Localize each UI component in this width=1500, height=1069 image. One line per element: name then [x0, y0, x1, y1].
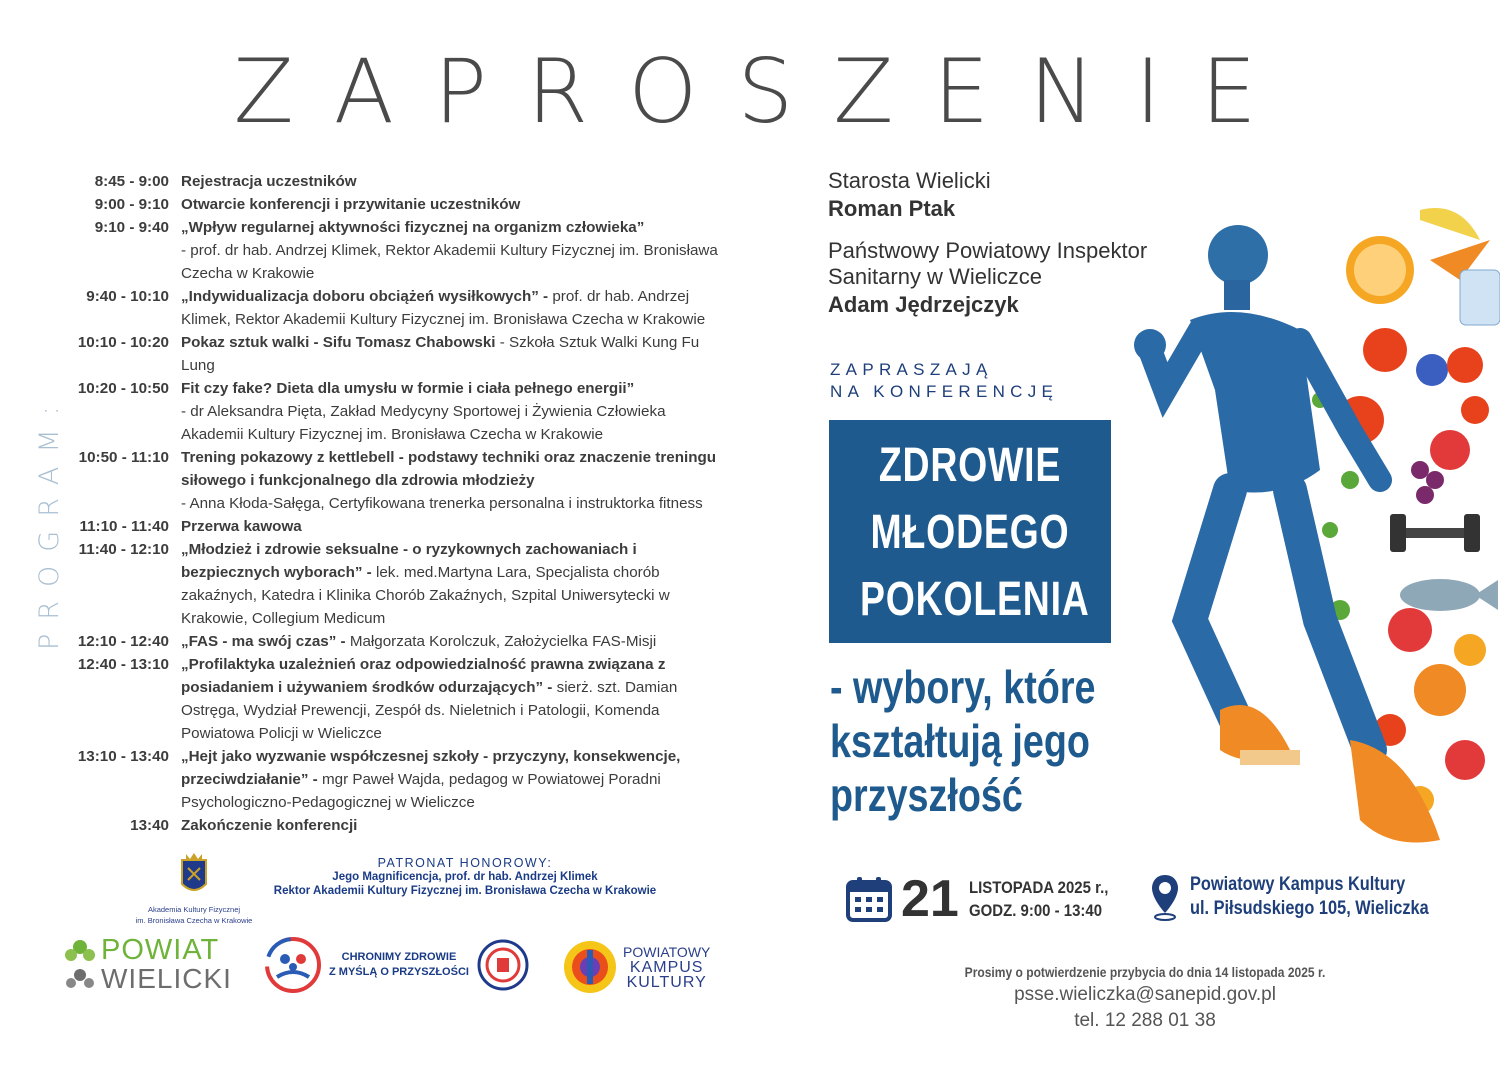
program-item: [76, 653, 726, 745]
chronimy-zdrowie-logo: [265, 937, 529, 993]
kampus-line1: POWIATOWY: [623, 943, 711, 960]
program-item: [76, 630, 726, 653]
program-time: 8:45 - 9:00: [94, 173, 169, 190]
program-speaker: - prof. dr hab. Andrzej Klimek, Rektor Akademii Kultury Fizycznej im. Bronisława Czecha w Krakowie: [181, 242, 718, 282]
powiat-text: POWIAT: [101, 933, 220, 966]
program-time: 13:40: [130, 817, 169, 834]
conference-subtitle-line2: kształtują jego: [830, 715, 1090, 767]
conference-title-line1: ZDROWIE: [878, 439, 1062, 492]
contact-email: psse.wieliczka@sanepid.gov.pl: [1014, 984, 1276, 1005]
chronimy-line1: CHRONIMY ZDROWIE: [341, 951, 457, 963]
akf-name-line1: Akademia Kultury Fizycznej: [147, 905, 241, 914]
chronimy-line2: Z MYŚLĄ O PRZYSZŁOŚCI: [329, 966, 469, 978]
program-title: „FAS - ma swój czas” -: [181, 633, 346, 650]
program-time: 10:50 - 11:10: [78, 449, 169, 466]
conference-subtitle-line1: - wybory, które: [830, 661, 1096, 713]
sanepid-seal-icon: [477, 939, 529, 991]
event-day: 21: [901, 870, 959, 928]
akf-crest-icon: [178, 850, 210, 898]
program-item: [76, 538, 726, 630]
program-title: „Młodzież i zdrowie seksualne - o ryzykownych zachowaniach i bezpiecznych wyborach” -: [181, 541, 637, 581]
calendar-icon: [845, 875, 893, 923]
kampus-emblem-icon: [563, 940, 617, 994]
kampus-line2: KAMPUS: [629, 958, 704, 976]
page-title: ZAPROSZENIE: [233, 40, 1297, 143]
program-speaker: Małgorzata Korolczuk, Założycielka FAS-Misji: [349, 633, 657, 650]
organizer-role-2a: Państwowy Powiatowy Inspektor: [828, 238, 1148, 263]
event-place-line1: Powiatowy Kampus Kultury: [1190, 874, 1406, 895]
confirm-text: Prosimy o potwierdzenie przybycia do dnia 14 listopada 2025 r.: [964, 964, 1326, 980]
program-time: 10:10 - 10:20: [77, 334, 169, 351]
akf-name-line2: im. Bronisława Czecha w Krakowie: [135, 916, 253, 925]
program-item: [76, 193, 726, 216]
contact-block: [900, 962, 1390, 1034]
organizer-name-1: Roman Ptak: [828, 196, 956, 221]
organizer-role-1: Starosta Wielicki: [828, 168, 991, 193]
event-date: [845, 870, 1127, 928]
program-time: 9:40 - 10:10: [86, 288, 169, 305]
program-title: Przerwa kawowa: [181, 518, 302, 535]
patronat-block: [240, 856, 690, 898]
program-item: [76, 170, 726, 193]
patronat-line1: Jego Magnificencja, prof. dr hab. Andrzej Klimek: [332, 871, 598, 883]
organizer-name-2: Adam Jędrzejczyk: [828, 292, 1019, 317]
patronat-heading: PATRONAT HONOROWY:: [377, 856, 553, 870]
flower-icon: [63, 935, 97, 993]
program-speaker: - Anna Kłoda-Sałęga, Certyfikowana trenerka personalna i instruktorka fitness: [181, 495, 703, 512]
program-title: „Hejt jako wyzwanie współczesnej szkoły - przyczyny, konsekwencje, przeciwdziałanie” -: [181, 748, 681, 788]
program-time: 11:10 - 11:40: [79, 518, 169, 535]
conference-title-line3: POKOLENIA: [860, 573, 1090, 626]
conference-title-line2: MŁODEGO: [870, 506, 1070, 559]
event-place-line2: ul. Piłsudskiego 105, Wieliczka: [1190, 898, 1429, 919]
program-speaker: mgr Paweł Wajda, pedagog w Powiatowej Poradni Psychologiczno-Pedagogicznej w Wieliczce: [181, 771, 661, 811]
program-time: 10:20 - 10:50: [77, 380, 169, 397]
organizers: [828, 168, 1147, 320]
conference-title: [860, 432, 1090, 633]
program-time: 11:40 - 12:10: [78, 541, 169, 558]
program-title: „Indywidualizacja doboru obciążeń wysiłkowych” -: [181, 288, 549, 305]
program-title: Trening pokazowy z kettlebell - podstawy techniki oraz znaczenie treningu siłowego i funkcjonalnego dla zdrowia młodzieży: [181, 449, 717, 489]
powiat-wielicki-logo: [63, 935, 232, 993]
location-pin-icon: [1150, 873, 1180, 921]
program-item: [76, 745, 726, 814]
program-item: [76, 216, 726, 285]
event-time-line: GODZ. 9:00 - 13:40: [968, 901, 1102, 920]
invite-line2: NA KONFERENCJĘ: [830, 382, 1059, 401]
program-item: [76, 446, 726, 515]
runner-illustration: [1120, 150, 1500, 880]
conference-subtitle-line3: przyszłość: [830, 769, 1023, 821]
program-time: 9:00 - 9:10: [94, 196, 169, 213]
program-list: [76, 170, 726, 837]
program-speaker: lek. med.Martyna Lara, Specjalista chorób zakaźnych, Katedra i Klinika Chorób Zakaźnych, Szpital Uniwersytecki w Krakowie, Collegium Medicum: [181, 564, 670, 627]
contact-phone: tel. 12 288 01 38: [1074, 1010, 1216, 1031]
wielicki-text: WIELICKI: [101, 962, 232, 994]
program-speaker: - dr Aleksandra Pięta, Zakład Medycyny Sportowej i Żywienia Człowieka Akademii Kultury Fizycznej im. Bronisława Czecha w Krakowie: [181, 403, 666, 443]
kampus-kultury-logo: [563, 940, 710, 994]
program-item: [76, 331, 726, 377]
program-speaker: prof. dr hab. Andrzej Klimek, Rektor Akademii Kultury Fizycznej im. Bronisława Czecha w Krakowie: [181, 288, 706, 328]
program-title: „Profilaktyka uzależnień oraz odpowiedzialność prawna związana z posiadaniem i używaniem środków odurzających” -: [181, 656, 666, 696]
program-item: [76, 285, 726, 331]
conference-subtitle: [830, 660, 1158, 822]
patronat-line2: Rektor Akademii Kultury Fizycznej im. Bronisława Czecha w Krakowie: [273, 885, 657, 897]
program-time: 12:10 - 12:40: [77, 633, 169, 650]
kampus-line3: KULTURY: [626, 973, 707, 991]
program-item: [76, 377, 726, 446]
program-title: Fit czy fake? Dieta dla umysłu w formie i ciała pełnego energii”: [181, 380, 635, 397]
invite-line1: ZAPRASZAJĄ: [830, 360, 993, 379]
invite-text: [830, 359, 1058, 403]
program-title: Zakończenie konferencji: [181, 817, 358, 834]
program-title: Otwarcie konferencji i przywitanie uczestników: [181, 196, 521, 213]
program-side-label: PROGRAM:: [34, 392, 65, 650]
event-place: [1150, 873, 1468, 921]
family-circle-icon: [265, 937, 321, 993]
program-title: Pokaz sztuk walki - Sifu Tomasz Chabowski: [181, 334, 496, 351]
program-title: Rejestracja uczestników: [181, 173, 357, 190]
program-speaker: sierż. szt. Damian Ostręga, Wydział Prewencji, Zespół ds. Nieletnich i Patologii, Komenda Powiatowa Policji w Wieliczce: [181, 679, 678, 742]
program-item: [76, 515, 726, 538]
organizer-role-2b: Sanitarny w Wieliczce: [828, 264, 1042, 289]
program-speaker: - Szkoła Sztuk Walki Kung Fu Lung: [181, 334, 700, 374]
event-date-line: LISTOPADA 2025 r.,: [968, 878, 1109, 897]
program-time: 12:40 - 13:10: [77, 656, 169, 673]
program-title: „Wpływ regularnej aktywności fizycznej na organizm człowieka”: [181, 219, 645, 236]
program-item: [76, 814, 726, 837]
program-time: 9:10 - 9:40: [94, 219, 169, 236]
akf-logo: [132, 850, 256, 925]
program-time: 13:10 - 13:40: [77, 748, 169, 765]
